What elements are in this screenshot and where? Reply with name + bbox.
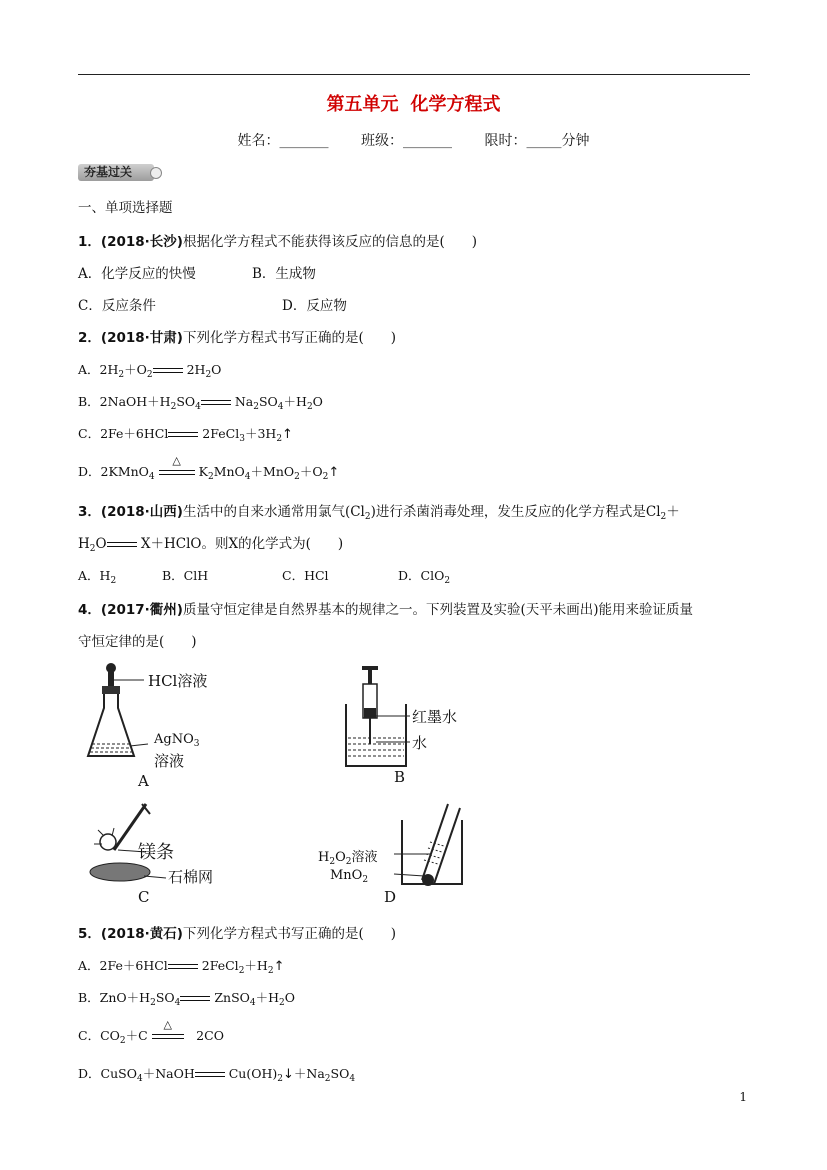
- page-title: [0, 90, 827, 116]
- q3-option-c-label: C．HCl: [282, 568, 329, 583]
- figure-d-o: O: [335, 850, 346, 865]
- q4-stem-line2: 守恒定律的是( ): [78, 634, 197, 650]
- question-4: [78, 598, 693, 618]
- q5-stem: 下列化学方程式书写正确的是( ): [182, 926, 396, 942]
- badge-dot-icon: [150, 167, 162, 179]
- q3-option-c[interactable]: [282, 566, 329, 584]
- q3-source: (2018·山西): [100, 504, 183, 520]
- q2-number: 2．: [78, 330, 101, 346]
- time-field[interactable]: 限时：_____分钟: [484, 133, 590, 149]
- figure-d-label-mno2: MnO$_2$: [330, 868, 369, 885]
- figure-a-agno: AgNO: [154, 732, 194, 747]
- figure-a-label-agno3: [154, 732, 199, 747]
- q5-option-d[interactable]: D．CuSO$_4$＋NaOH $Cu(OH)_2↓+Na_2SO_4$: [78, 1066, 356, 1084]
- q1-option-a[interactable]: [78, 262, 196, 282]
- class-field[interactable]: 班级：_______: [361, 133, 452, 149]
- figure-d-solution: 溶液: [351, 850, 378, 865]
- question-1: [78, 230, 477, 250]
- figure-b-tag: B: [394, 768, 406, 786]
- question-5: [78, 922, 396, 942]
- q5-option-a[interactable]: A．2Fe＋6HCl $2FeCl_2+H_2↑$: [78, 958, 285, 976]
- q1-option-a-label: A．化学反应的快慢: [78, 266, 196, 282]
- q5-option-b[interactable]: B．$ZnO+H_2SO_4$ $ZnSO_4+H_2O$: [78, 990, 296, 1008]
- section-badge: [78, 164, 154, 181]
- q1-option-c[interactable]: [78, 294, 156, 314]
- title-unit: 第五单元: [326, 94, 399, 115]
- figure-a-label-hcl: HCl溶液: [148, 672, 208, 690]
- figure-b-label-ink: 红墨水: [412, 708, 458, 726]
- q5-number: 5．: [78, 926, 101, 942]
- figure-d-label-h2o2: $H_2O_2$溶液: [318, 850, 378, 867]
- q1-source: (2018·长沙): [100, 234, 183, 250]
- q5-source: (2018·黄石): [100, 926, 183, 942]
- q2-option-d[interactable]: D．2KMnO$_4$ △ $K_2MnO_4+MnO_2+O_2↑$: [78, 453, 340, 482]
- question-3: 3．(2018·山西)生活中的自来水通常用氯气$(Cl_2)$进行杀菌消毒处理，发生反应的化学方程式是$Cl_2+$: [78, 504, 680, 522]
- gas-arrow-icon: ↑: [328, 465, 340, 480]
- q2-source: (2018·甘肃): [100, 330, 183, 346]
- gas-arrow-icon: ↑: [282, 427, 293, 442]
- q1-option-c-label: C．反应条件: [78, 298, 156, 314]
- q2-option-c[interactable]: C．2Fe＋6HCl $2FeCl_3+3H_2↑$: [78, 426, 293, 444]
- student-info: [0, 130, 827, 150]
- q2-option-a[interactable]: A．$2H_2+O_2$ $2H_2O$: [78, 362, 222, 380]
- figure-a-tag: A: [138, 772, 149, 790]
- figure-d-tag: D: [384, 888, 397, 906]
- figure-c-tag: C: [138, 888, 150, 906]
- q3-stem-d: X＋HClO。则X的化学式为( ): [140, 536, 344, 552]
- q3-option-b[interactable]: [162, 566, 208, 584]
- q1-option-b-label: B．生成物: [252, 266, 316, 282]
- q4-number: 4．: [78, 602, 101, 618]
- figure-c-label-net: 石棉网: [168, 868, 214, 886]
- figure-b-beaker[interactable]: [340, 664, 480, 790]
- figure-a-agno-sub: 3: [193, 739, 200, 749]
- figure-c-label-mg: 镁条: [138, 842, 174, 863]
- q1-option-d-label: D．反应物: [282, 298, 347, 314]
- q3-number: 3．: [78, 504, 101, 520]
- figure-b-label-water: 水: [412, 734, 428, 752]
- figure-c-magnesium[interactable]: [84, 800, 234, 910]
- q3-stem-line2: $H_2O$ X＋HClO。则X的化学式为( ): [78, 536, 344, 554]
- heat-symbol: △: [172, 453, 181, 467]
- precipitate-arrow-icon: ↓: [282, 1067, 294, 1082]
- q5-option-c[interactable]: C．$CO_2+C$ △ 2CO: [78, 1017, 224, 1046]
- beaker-syringe-icon: [340, 664, 480, 790]
- question-2: [78, 326, 396, 346]
- header-rule: [78, 74, 750, 75]
- name-field[interactable]: 姓名：_______: [237, 133, 329, 149]
- figure-d-h: H: [318, 850, 330, 865]
- q4-source: (2017·衢州): [100, 602, 183, 618]
- q1-number: 1．: [78, 234, 101, 250]
- figure-d-mno: MnO: [330, 868, 363, 883]
- q3-stem-b: )进行杀菌消毒处理，发生反应的化学方程式是Cl: [370, 504, 661, 520]
- q2-option-b[interactable]: B．$2NaOH+H_2SO_4$ $Na_2SO_4+H_2O$: [78, 394, 323, 412]
- q1-option-b[interactable]: [252, 262, 316, 282]
- heat-symbol: △: [163, 1017, 172, 1031]
- q1-stem: 根据化学方程式不能获得该反应的信息的是( ): [182, 234, 477, 250]
- q2-stem: 下列化学方程式书写正确的是( ): [182, 330, 396, 346]
- figure-a-label-solution: 溶液: [154, 752, 185, 770]
- figure-d-testtube[interactable]: [318, 800, 478, 910]
- gas-arrow-icon: ↑: [273, 959, 285, 974]
- q3-option-b-label: B．ClH: [162, 568, 209, 583]
- q3-option-d[interactable]: D．ClO$_2$: [398, 568, 451, 586]
- q3-stem-a: 生活中的自来水通常用氯气(Cl: [182, 504, 365, 520]
- q1-option-d[interactable]: [282, 294, 347, 314]
- q3-option-a[interactable]: A．$H_2$: [78, 568, 117, 586]
- figure-a-flask[interactable]: [84, 660, 224, 790]
- q3-stem-c: ＋: [666, 504, 680, 520]
- section-heading: 一、单项选择题: [78, 200, 173, 216]
- title-name: 化学方程式: [410, 94, 501, 115]
- q4-stem: 质量守恒定律是自然界基本的规律之一。下列装置及实验(天平未画出)能用来验证质量: [182, 602, 693, 618]
- page-number: 1: [739, 1090, 747, 1104]
- badge-label: 夯基过关: [84, 165, 133, 179]
